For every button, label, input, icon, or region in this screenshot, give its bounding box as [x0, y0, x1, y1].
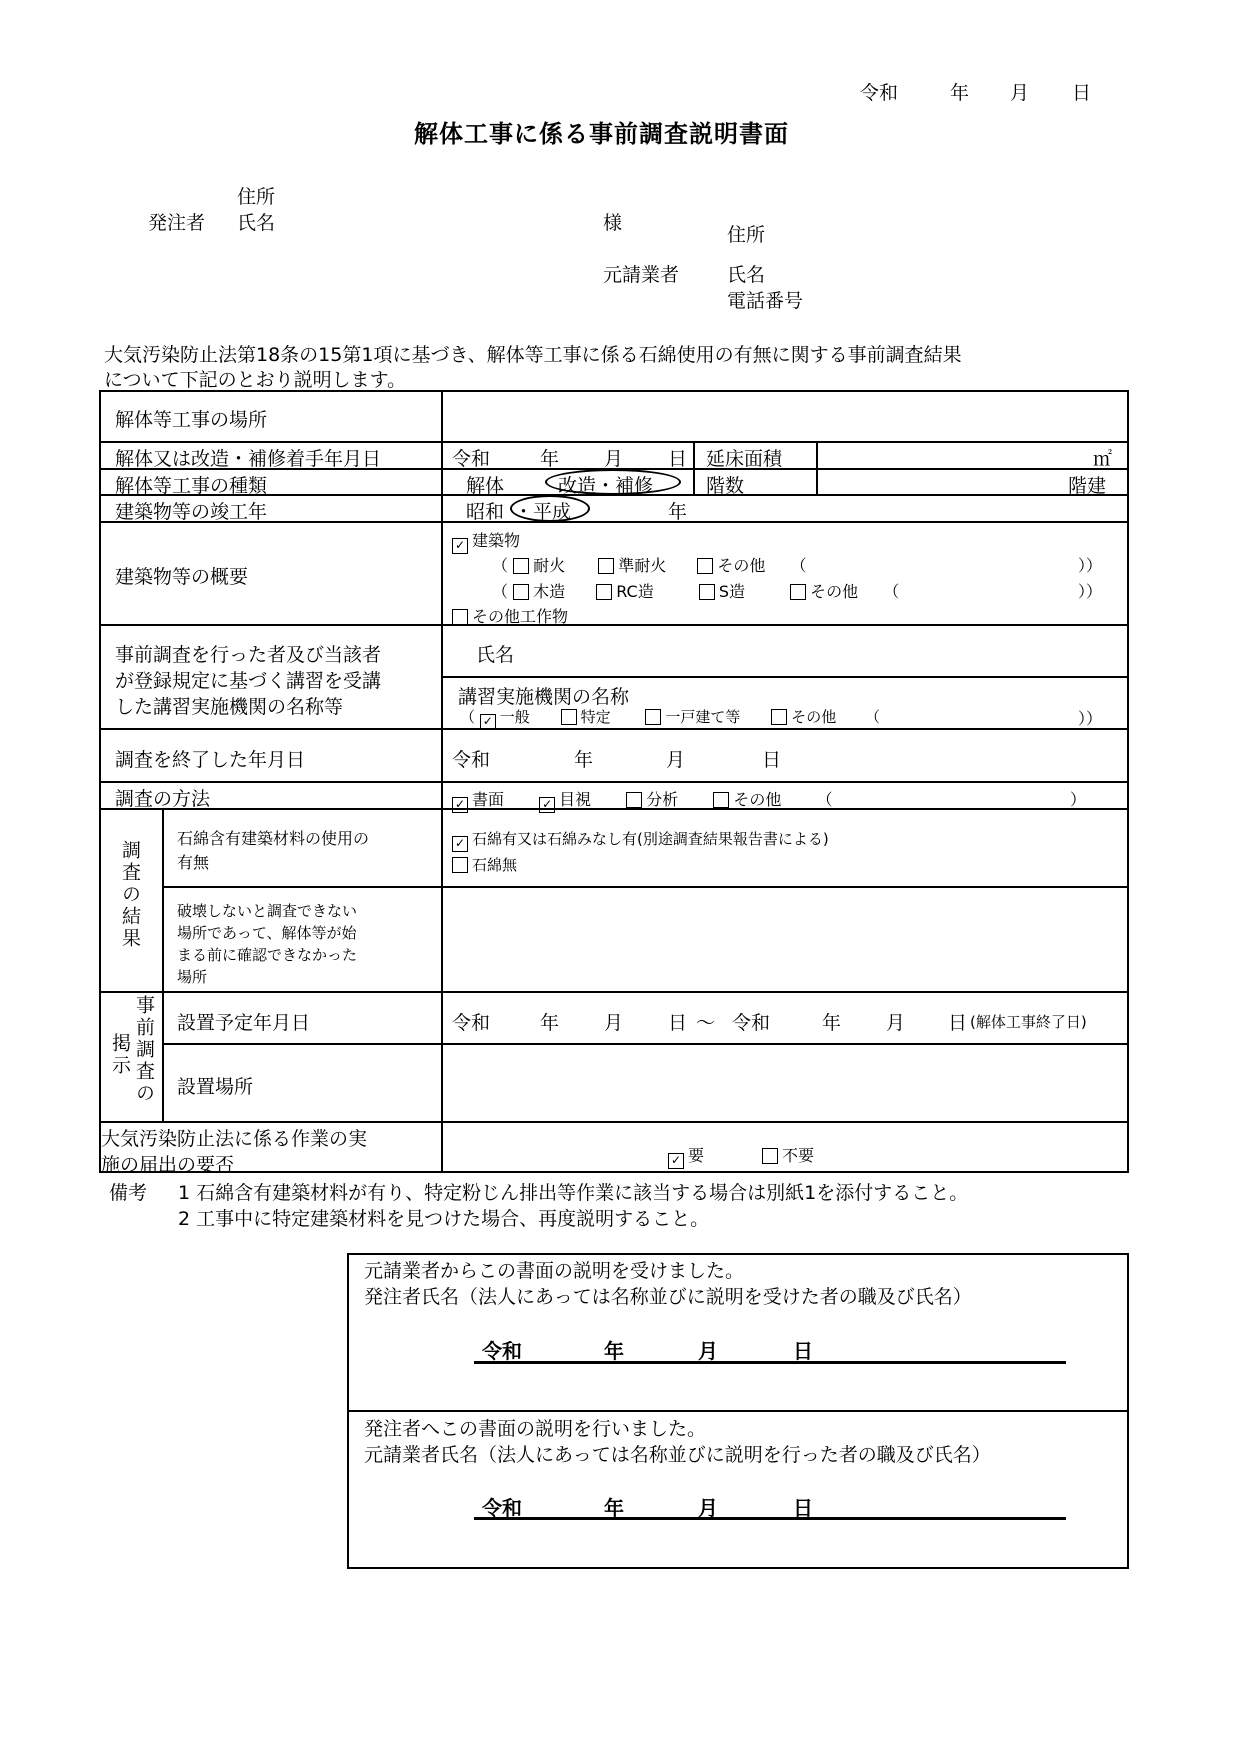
checkbox-checked[interactable]: ✓ [452, 797, 468, 813]
checkbox[interactable] [790, 584, 806, 600]
surveyor-name-label: 氏名 [476, 644, 515, 666]
client-address-label: 住所 [237, 186, 276, 208]
floor-area-unit: ㎡ [1093, 448, 1113, 470]
posting-date-label: 設置予定年月日 [177, 1012, 311, 1034]
survey-end-label: 調査を終了した年月日 [115, 749, 306, 771]
posting-place-field[interactable] [445, 1047, 1125, 1117]
completion-showa[interactable]: 昭和 [466, 501, 505, 523]
start-date-day: 日 [668, 448, 688, 470]
contractor-phone-label: 電話番号 [727, 290, 804, 312]
checkbox[interactable] [561, 709, 577, 725]
posting-date-year: 年 [540, 1012, 560, 1034]
row-divider [99, 1121, 1129, 1123]
work-type-label: 解体等工事の種類 [115, 475, 268, 497]
page-title: 解体工事に係る事前調査説明書面 [414, 120, 789, 148]
row-divider [99, 991, 1129, 993]
intro-line-1: 大気汚染防止法第18条の15第1項に基づき、解体等工事に係る石綿使用の有無に関する事前調査結果 [104, 344, 962, 366]
floors-value-divider [816, 468, 818, 494]
client-name-label: 氏名 [237, 212, 276, 234]
completion-heisei[interactable]: ・平成 [514, 501, 572, 523]
location-field[interactable] [445, 394, 1125, 438]
notice-label-2: 施の届出の要否 [101, 1154, 235, 1176]
posting-end-note: (解体工事終了日) [970, 1013, 1087, 1031]
completion-label: 建築物等の竣工年 [115, 501, 268, 523]
remarks-item-2: 2 工事中に特定建築材料を見つけた場合、再度説明すること。 [178, 1208, 710, 1230]
overview-close-paren: ）） [1078, 556, 1103, 575]
checkbox-checked[interactable]: ✓ [539, 797, 555, 813]
given-line-2: 元請業者氏名（法人にあっては名称並びに説明を行った者の職及び氏名） [364, 1444, 991, 1466]
given-date-day: 日 [793, 1496, 813, 1520]
checkbox[interactable] [713, 792, 729, 808]
received-date-era: 令和 [482, 1339, 522, 1363]
row-divider [441, 676, 1129, 678]
overview-other-structure[interactable]: その他工作物 [452, 604, 568, 627]
received-date-day: 日 [793, 1339, 813, 1363]
unconfirmed-label-3: まる前に確認できなかった [177, 946, 358, 964]
checkbox[interactable] [762, 1148, 778, 1164]
survey-end-era: 令和 [452, 749, 491, 771]
start-date-year: 年 [540, 448, 560, 470]
row-divider [99, 624, 1129, 626]
survey-end-day: 日 [762, 749, 782, 771]
checkbox-checked[interactable]: ✓ [480, 714, 496, 730]
floors-label: 階数 [706, 475, 745, 497]
posting-date-day: 日 [668, 1012, 688, 1034]
work-type-selection-circle [545, 469, 681, 495]
method-label: 調査の方法 [115, 788, 211, 810]
received-date-year: 年 [604, 1339, 624, 1363]
intro-line-2: について下記のとおり説明します。 [104, 369, 407, 391]
checkbox[interactable] [697, 558, 713, 574]
remarks-label: 備考 [109, 1182, 148, 1204]
checkbox[interactable] [771, 709, 787, 725]
posting-end-day: 日 [948, 1012, 968, 1034]
unconfirmed-field[interactable] [445, 890, 1125, 988]
received-line-2: 発注者氏名（法人にあっては名称並びに説明を受けた者の職及び氏名） [364, 1286, 972, 1308]
asbestos-use-label-1: 石綿含有建築材料の使用の [177, 829, 370, 848]
overview-label: 建築物等の概要 [115, 566, 249, 588]
notice-not-required-option[interactable]: 不要 [762, 1143, 814, 1166]
start-date-label: 解体又は改造・補修着手年月日 [115, 448, 382, 470]
floor-area-label: 延床面積 [706, 448, 783, 470]
checkbox-checked[interactable]: ✓ [668, 1153, 684, 1169]
checkbox[interactable] [452, 857, 468, 873]
received-line-1: 元請業者からこの書面の説明を受けました。 [364, 1260, 745, 1282]
notice-label-1: 大気汚染防止法に係る作業の実 [101, 1128, 368, 1150]
surveyor-label-3: した講習実施機関の名称等 [115, 696, 344, 718]
checkbox[interactable] [513, 558, 529, 574]
posting-date-month: 月 [604, 1012, 624, 1034]
overview-fireproof-row: （ 耐火 準耐火 その他 （ [492, 556, 807, 575]
row-divider [162, 1043, 1129, 1045]
start-date-month: 月 [604, 448, 624, 470]
received-signature-line[interactable] [474, 1361, 1066, 1364]
contractor-role-label: 元請業者 [603, 264, 680, 286]
given-date-era: 令和 [482, 1496, 522, 1520]
posting-end-era: 令和 [732, 1012, 771, 1034]
notice-required-option[interactable]: ✓ 要 [668, 1143, 704, 1169]
surveyor-label-2: が登録規定に基づく講習を受講 [115, 670, 382, 692]
checkbox[interactable] [699, 584, 715, 600]
unconfirmed-label-1: 破壊しないと調査できない [177, 902, 358, 920]
posting-place-label: 設置場所 [177, 1076, 254, 1098]
work-type-renovate[interactable]: 改造・補修 [558, 475, 654, 497]
given-signature-line[interactable] [474, 1517, 1066, 1520]
given-date-month: 月 [698, 1496, 718, 1520]
row-divider [99, 781, 1129, 783]
checkbox-checked[interactable]: ✓ [452, 538, 468, 554]
floors-unit: 階建 [1068, 475, 1107, 497]
training-org-label: 講習実施機関の名称 [458, 686, 630, 708]
completion-selection-circle [510, 495, 590, 522]
overview-building[interactable]: ✓ 建築物 [452, 528, 520, 554]
posting-date-era: 令和 [452, 1012, 491, 1034]
survey-end-year: 年 [574, 749, 594, 771]
result-column-divider [162, 808, 164, 1121]
row-divider [99, 441, 1129, 443]
contractor-address-label: 住所 [727, 224, 766, 246]
overview-close-paren: ）） [1078, 582, 1103, 601]
method-close-paren: ） [1070, 790, 1087, 809]
client-honorific: 様 [603, 212, 623, 234]
posting-vertical-label-2: 掲示 [109, 1033, 131, 1077]
remarks-item-1: 1 石綿含有建築材料が有り、特定粉じん排出等作業に該当する場合は別紙1を添付すること。 [178, 1182, 969, 1204]
posting-tilde: 〜 [696, 1012, 716, 1034]
row-divider [162, 886, 1129, 888]
checkbox[interactable] [598, 558, 614, 574]
posting-vertical-label-1: 事前調査の [133, 995, 155, 1105]
training-type-row: （ ✓ 一般 特定 一戸建て等 その他 （ [460, 708, 880, 728]
asbestos-yes-option[interactable]: ✓ 石綿有又は石綿みなし有(別途調査結果報告書による) [452, 828, 829, 852]
area-column-divider [693, 441, 695, 494]
unconfirmed-label-2: 場所であって、解体等が始 [177, 924, 357, 942]
header-date-era: 令和 [860, 82, 899, 104]
start-date-era: 令和 [452, 448, 491, 470]
contractor-name-label: 氏名 [727, 264, 766, 286]
asbestos-use-label-2: 有無 [177, 853, 210, 872]
checkbox[interactable] [513, 584, 529, 600]
checkbox[interactable] [645, 709, 661, 725]
given-date-year: 年 [604, 1496, 624, 1520]
location-label: 解体等工事の場所 [115, 409, 268, 431]
completion-year: 年 [668, 501, 688, 523]
surveyor-label-1: 事前調査を行った者及び当該者 [115, 644, 382, 666]
received-date-month: 月 [698, 1339, 718, 1363]
header-date-year: 年 [950, 82, 970, 104]
area-value-divider [816, 441, 818, 468]
method-row: ✓ 書面 ✓ 目視 分析 その他 （ [452, 787, 832, 813]
header-date-day: 日 [1072, 82, 1092, 104]
unconfirmed-label-4: 場所 [177, 968, 208, 986]
given-line-1: 発注者へこの書面の説明を行いました。 [364, 1418, 707, 1440]
checkbox[interactable] [626, 792, 642, 808]
training-close-paren: ）） [1078, 709, 1103, 728]
checkbox[interactable] [596, 584, 612, 600]
confirmation-divider [347, 1410, 1129, 1412]
work-type-demolish[interactable]: 解体 [466, 475, 505, 497]
posting-end-month: 月 [886, 1012, 906, 1034]
client-role-label: 発注者 [148, 212, 206, 234]
asbestos-no-option[interactable]: 石綿無 [452, 854, 517, 875]
survey-end-month: 月 [666, 749, 686, 771]
checkbox-checked[interactable]: ✓ [452, 836, 468, 852]
overview-structure-row: （ 木造 RC造 S造 その他 （ [492, 582, 900, 601]
posting-end-year: 年 [822, 1012, 842, 1034]
header-date-month: 月 [1010, 82, 1030, 104]
result-vertical-label: 調査の結果 [119, 840, 141, 950]
checkbox[interactable] [452, 609, 468, 625]
